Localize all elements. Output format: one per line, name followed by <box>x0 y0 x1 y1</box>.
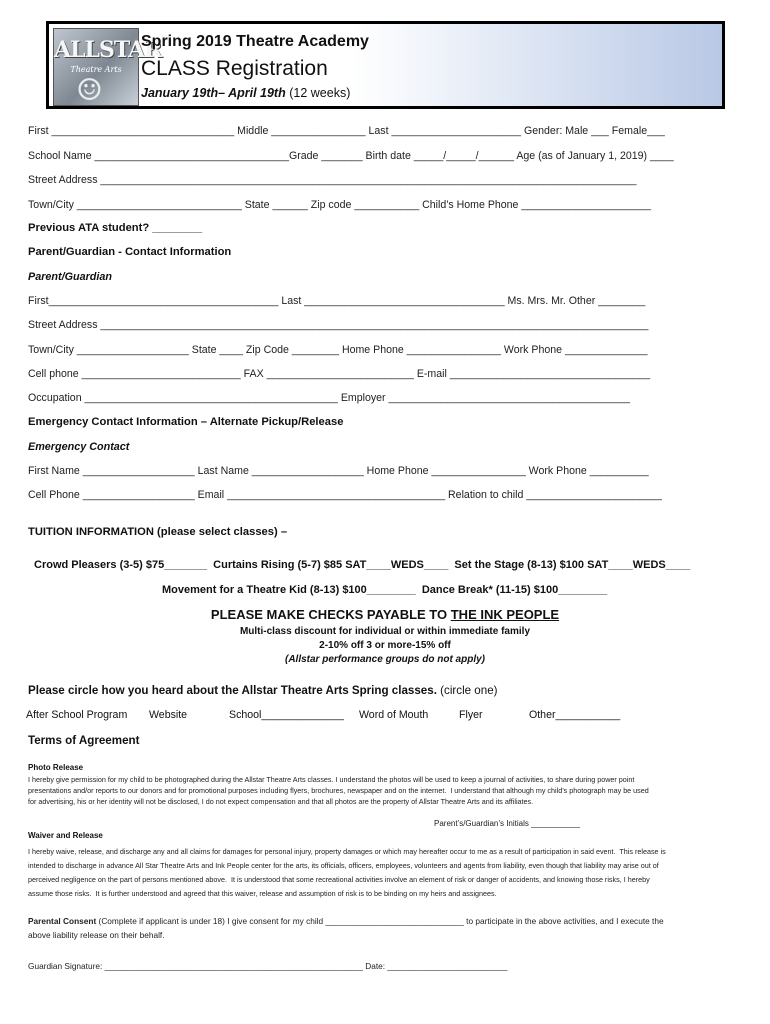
guardian-address-line[interactable]: Street Address _____________________________________________________________________________________________ <box>28 319 649 331</box>
page-subtitle: CLASS Registration <box>141 57 328 80</box>
initials-field[interactable]: Parent’s/Guardian’s Initials ___________ <box>434 819 581 828</box>
page-title: Spring 2019 Theatre Academy <box>141 33 369 50</box>
emergency-name-line[interactable]: First Name ___________________ Last Name ___________________ Home Phone ________________ Work Phone __________ <box>28 465 649 477</box>
checks-prefix: PLEASE MAKE CHECKS PAYABLE TO <box>210 607 451 622</box>
waiver-line-4: assume those risks. It is further understood and agreed that this waiver, release and assumption of risk is to be binding on my heirs and assignees. <box>28 889 497 898</box>
checks-notice <box>0 607 770 622</box>
logo-subtext: Theatre Arts <box>70 65 122 74</box>
guardian-name-line[interactable]: First_______________________________________ Last __________________________________ Ms. Mrs. Mr. Other ________ <box>28 295 646 307</box>
guardian-signature-line[interactable]: Guardian Signature: ________________________________________________________ Date: __________________________ <box>28 961 508 971</box>
allstar-logo <box>53 28 162 108</box>
student-name-line[interactable]: First _______________________________ Middle ________________ Last ______________________ Gender: Male ___ Female___ <box>28 125 665 137</box>
previous-student-field[interactable]: Previous ATA student? ________ <box>28 222 203 234</box>
waiver-line-2: intended to discharge in advance All Star Theatre Arts and Ink People center for the arts, its officials, officers, employees, volunteers and agents from liability, even though that liability may arise out of <box>28 861 659 870</box>
heard-question-text: Please circle how you heard about the Allstar Theatre Arts Spring classes. <box>28 684 437 697</box>
photo-release-line-3: for advertising, his or her identity will not be disclosed, I do not expect compensation and that all photos are the property of Allstar Theatre Arts and its affiliates. <box>28 797 534 806</box>
option-other[interactable]: Other___________ <box>529 709 621 721</box>
header-box <box>46 21 725 109</box>
student-school-line[interactable]: School Name _________________________________Grade _______ Birth date _____/_____/______ Age (as of January 1, 2019) ____ <box>28 150 674 162</box>
waiver-line-1: I hereby waive, release, and discharge any and all claims for damages for personal injury, property damages or which may hereafter occur to me as a result of participation in said event. This release is <box>28 847 666 856</box>
consent-label: Parental Consent <box>28 916 97 926</box>
consent-line-1[interactable] <box>28 916 664 927</box>
discount-line-3: (Allstar performance groups do not apply) <box>284 654 486 665</box>
discount-line-1: Multi-class discount for individual or within immediate family <box>239 626 531 637</box>
emergency-cell-line[interactable]: Cell Phone ___________________ Email _____________________________________ Relation to child _______________________ <box>28 489 662 501</box>
checks-payee: THE INK PEOPLE <box>450 607 560 622</box>
photo-release-line-2: presentations and/or reports to our donors and for promotional purposes including flyers, brochures, newspaper and on the internet. I understand that although my child’s photograph may be used <box>28 786 649 795</box>
guardian-occupation-line[interactable]: Occupation ___________________________________________ Employer _________________________________________ <box>28 392 631 404</box>
heard-hint: (circle one) <box>440 684 498 697</box>
emergency-subheading: Emergency Contact <box>28 441 130 453</box>
guardian-heading: Parent/Guardian - Contact Information <box>28 246 232 258</box>
student-town-line[interactable]: Town/City ____________________________ State ______ Zip code ___________ Child’s Home Phone ______________________ <box>28 199 652 211</box>
dates-text: January 19th– April 19th <box>141 86 286 100</box>
option-website[interactable]: Website <box>149 709 188 721</box>
waiver-line-3: perceived negligence on the part of persons mentioned above. It is understood that some recreational activities involve an element of risk or danger of accidents, and knowing those risks, I hereby <box>28 875 650 884</box>
discount-line-2: 2-10% off 3 or more-15% off <box>319 640 451 651</box>
waiver-heading: Waiver and Release <box>28 831 103 840</box>
option-school[interactable]: School______________ <box>229 709 344 721</box>
student-address-line[interactable]: Street Address ___________________________________________________________________________________________ <box>28 174 637 186</box>
guardian-town-line[interactable]: Town/City ___________________ State ____ Zip Code ________ Home Phone ________________ Work Phone ______________ <box>28 344 648 356</box>
terms-heading: Terms of Agreement <box>28 734 140 747</box>
photo-release-heading: Photo Release <box>28 763 84 772</box>
option-word-of-mouth[interactable]: Word of Mouth <box>359 709 429 721</box>
option-after-school[interactable]: After School Program <box>26 709 128 721</box>
photo-release-line-1: I hereby give permission for my child to be photographed during the Allstar Theatre Arts classes. I understand the photos will be used to keep a journal of activities, to share during power point <box>28 775 635 784</box>
emergency-heading: Emergency Contact Information – Alternate Pickup/Release <box>28 416 344 428</box>
heard-question <box>28 684 498 697</box>
logo-wordmark: ALLSTAR <box>54 37 162 63</box>
option-flyer[interactable]: Flyer <box>459 709 483 721</box>
consent-text: (Complete if applicant is under 18) I give consent for my child ______________________________ to participate in the above activities, and I execute the <box>96 916 664 926</box>
tuition-heading: TUITION INFORMATION (please select classes) – <box>28 526 288 538</box>
tuition-row-2[interactable]: Movement for a Theatre Kid (8-13) $100________ Dance Break* (11-15) $100________ <box>162 584 608 596</box>
theatre-mask-icon: ☺ <box>76 73 103 108</box>
session-dates <box>141 86 350 100</box>
guardian-subheading: Parent/Guardian <box>28 271 112 283</box>
guardian-cell-line[interactable]: Cell phone ___________________________ FAX _________________________ E-mail __________________________________ <box>28 368 651 380</box>
tuition-row-1[interactable]: Crowd Pleasers (3-5) $75_______ Curtains Rising (5-7) $85 SAT____WEDS____ Set the Stage (8-13) $100 SAT____WEDS____ <box>34 559 691 571</box>
weeks-text: (12 weeks) <box>289 86 351 100</box>
consent-line-2: above liability release on their behalf. <box>28 930 165 940</box>
